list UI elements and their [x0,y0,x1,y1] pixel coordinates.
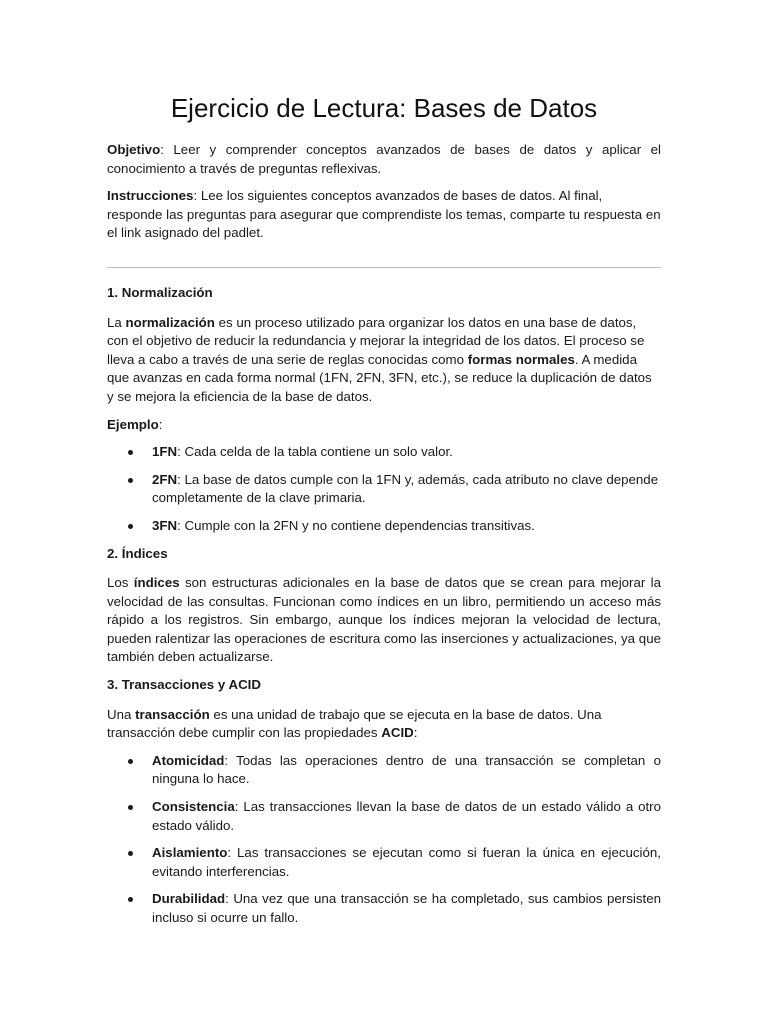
example-label: Ejemplo [107,416,159,432]
instructions-text: : Lee los siguientes conceptos avanzados de bases de datos. Al final, responde las preguntas para asegurar que comprendiste los temas, comparte tu respuesta en el link asignado del padlet. [107,188,661,241]
text-run: es un proceso utilizado para organizar los datos en una base de datos, con el objetivo de reducir la redundancia y mejorar la integridad de los datos. El proceso se lleva a cabo a través de una serie de reglas conocidas como [107,314,645,367]
normalizacion-paragraph [107,314,661,407]
list-item [107,798,661,835]
section-heading-normalizacion: 1. Normalización [107,284,213,300]
objective-paragraph [107,141,661,178]
list-item-text: : La base de datos cumple con la 1FN y, además, cada atributo no clave depende completamente de la clave primaria. [152,471,659,506]
instructions-label: Instrucciones [107,188,194,204]
text-run: son estructuras adicionales en la base de datos que se crean para mejorar la velocidad de las consultas. Funcionan como índices en un libro, permitiendo un acceso más rápido a los registros. Sin embargo, aunque los índices mejoran la velocidad de lectura, pueden ralentizar las operaciones de escritura como las inserciones y actualizaciones, ya que también deben actualizarse. [107,575,662,665]
page-title: Ejercicio de Lectura: Bases de Datos [170,93,598,123]
list-item-text: : Cumple con la 2FN y no contiene dependencias transitivas. [177,517,535,533]
list-item-text: : Las transacciones llevan la base de datos de un estado válido a otro estado válido. [152,799,661,833]
list-item-term: 2FN [152,471,178,487]
section-heading-transacciones: 3. Transacciones y ACID [107,677,261,693]
text-run: es una unidad de trabajo que se ejecuta en la base de datos. Una transacción debe cumplir con las propiedades [107,706,602,741]
bold-term: normalización [125,314,215,330]
bullet-icon [128,759,133,764]
text-run: Los [107,575,134,591]
bullet-icon [128,524,133,529]
bullet-icon [128,805,133,810]
objective-label: Objetivo [107,142,161,157]
bullet-icon [128,897,133,902]
list-item-text: : Las transacciones se ejecutan como si fueran la única en ejecución, evitando interferencias. [152,845,661,879]
list-item [107,752,661,789]
bullet-icon [128,450,133,455]
list-item [107,844,661,881]
section-divider [107,267,661,268]
text-run: La [107,314,126,330]
objective-text: : Leer y comprender conceptos avanzados de bases de datos y aplicar el conocimiento a través de preguntas reflexivas. [107,142,661,176]
indices-paragraph [107,574,661,667]
bold-term: transacción [135,706,210,722]
bullet-icon [128,851,133,856]
list-item [107,443,661,462]
list-item-term: Aislamiento [152,845,228,861]
list-item-term: Consistencia [152,799,235,815]
transacciones-paragraph [107,706,661,743]
bold-term: índices [133,575,180,591]
example-label-line [107,416,661,435]
list-item-term: 1FN [152,444,178,460]
list-item-text: : Una vez que una transacción se ha completado, sus cambios persisten incluso si ocurre un fallo. [152,891,661,925]
example-colon: : [158,416,163,432]
bullet-icon [128,478,133,483]
bold-term: formas normales [467,351,575,367]
acid-list [107,752,661,928]
instructions-paragraph [107,187,661,243]
normal-forms-list [107,443,661,535]
list-item-term: Atomicidad [152,752,225,768]
list-item [107,890,661,927]
list-item [107,517,661,536]
list-item-text: : Cada celda de la tabla contiene un solo valor. [177,444,453,460]
bold-term: ACID [381,725,414,741]
list-item-term: 3FN [152,517,178,533]
list-item [107,471,661,508]
list-item-text: : Todas las operaciones dentro de una transacción se completan o ninguna lo hace. [152,752,661,787]
text-run: . A medida que avanzas en cada forma normal (1FN, 2FN, 3FN, etc.), se reduce la duplicación de datos y se mejora la eficiencia de la base de datos. [107,351,652,404]
text-run: : [413,725,418,741]
list-item-term: Durabilidad [152,891,226,907]
section-heading-indices: 2. Índices [107,545,168,561]
text-run: Una [107,706,136,722]
